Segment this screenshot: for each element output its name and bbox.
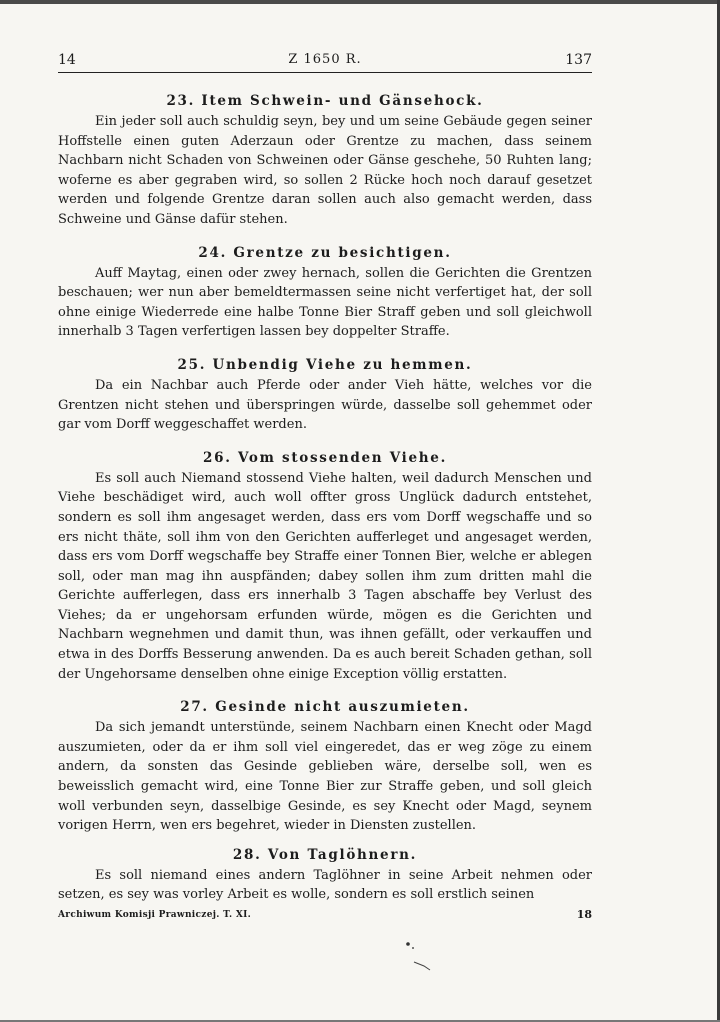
section-text-24: Auff Maytag, einen oder zwey hernach, sollen die Gerichten die Grentzen beschauen; wer nun aber bemeldtermassen seine nicht verfertiget hat, der soll ohne einige Wiederrede eine halbe Tonne Bier Straff geben und soll gleichwoll innerhalb 3 Tagen verfertigen lassen bey doppelter Straffe. (58, 265, 592, 340)
header-center-title: Z 1650 R. (288, 52, 362, 67)
page-body (58, 90, 592, 917)
page-footer (58, 908, 592, 926)
scan-top-edge (0, 0, 720, 4)
running-header (58, 50, 592, 73)
section-text-25: Da ein Nachbar auch Pferde oder ander Vieh hätte, welches vor die Grentzen nicht stehen und überspringen würde, dasselbe soll gehemmet oder gar vom Dorff weggeschaffet werden. (58, 377, 592, 433)
header-page-number: 137 (565, 52, 592, 68)
section-text-28: Es soll niemand eines andern Taglöhner in seine Arbeit nehmen oder setzen, es sey was vorley Arbeit es wolle, sondern es soll erstlich seinen (58, 867, 592, 903)
section-title-28: 28. Von Taglöhnern. (232, 846, 418, 863)
section-title-24: 24. Grentze zu besichtigen. (198, 244, 452, 261)
section-text-26: Es soll auch Niemand stossend Viehe halten, weil dadurch Menschen und Viehe beschädiget wird, auch woll offter gross Unglück dadurch entstehet, sondern es soll ihm angesaget werden, dass ers vom Dorff wegschaffe und so ers nicht thäte, soll ihm von den Gerichten aufferleget und angesaget werden, dass ers vom Dorff wegschaffe bey Straffe einer Tonnen Bier, welche er ablegen soll, oder man mag ihn auspfänden; dabey sollen ihm zum dritten mahl die Gerichte aufferlegen, dass ers innerhalb 3 Tagen abschaffe bey Verlust des Viehes; da er ungehorsam erfunden würde, mögen es die Gerichten und Nachbarn wegnehmen und damit thun, was ihnen gefällt, oder verkauffen und etwa in des Dorffs Besserung anwenden. Da es auch bereit Schaden gethan, soll der Ungehorsame denselben ohne einige Exception völlig erstatten. (58, 470, 592, 682)
section-title-27: 27. Gesinde nicht auszumieten. (180, 699, 470, 716)
section-text-23: Ein jeder soll auch schuldig seyn, bey und um seine Gebäude gegen seiner Hoffstelle einen guten Aderzaun oder Grentze zu machen, dass seinem Nachbarn nicht Schaden von Schweinen oder Gänse geschehe, 50 Ruhten lang; woferne es aber gegraben wird, so sollen 2 Rücke hoch noch darauf gesetzet werden und folgende Grentze daran sollen auch also gemacht werden, dass Schweine und Gänse dafür stehen. (58, 114, 592, 227)
section-text-27: Da sich jemandt unterstünde, seinem Nachbarn einen Knecht oder Magd auszumieten, oder da er ihm soll viel eingeredet, das er weg zöge zu einem andern, da sonsten das Gesinde geblieben wäre, derselbe soll, wen es beweisslich gemacht wird, eine Tonne Bier zur Straffe geben, und soll gleich woll verbunden seyn, dasselbige Gesinde, es sey Knecht oder Magd, seynem vorigen Herrn, wen ers begehret, wieder in Diensten zustellen. (58, 720, 592, 834)
header-left-number: 14 (58, 52, 76, 68)
footer-sheet-number: 18 (576, 908, 592, 921)
section-title-26: 26. Vom stossenden Viehe. (203, 449, 447, 466)
ink-speck-mark (404, 940, 438, 974)
section-title-23: 23. Item Schwein- und Gänsehock. (166, 93, 484, 109)
section-title-25: 25. Unbendig Viehe zu hemmen. (177, 356, 473, 373)
footer-signature: Archiwum Komisji Prawniczej. T. XI. (58, 910, 252, 920)
